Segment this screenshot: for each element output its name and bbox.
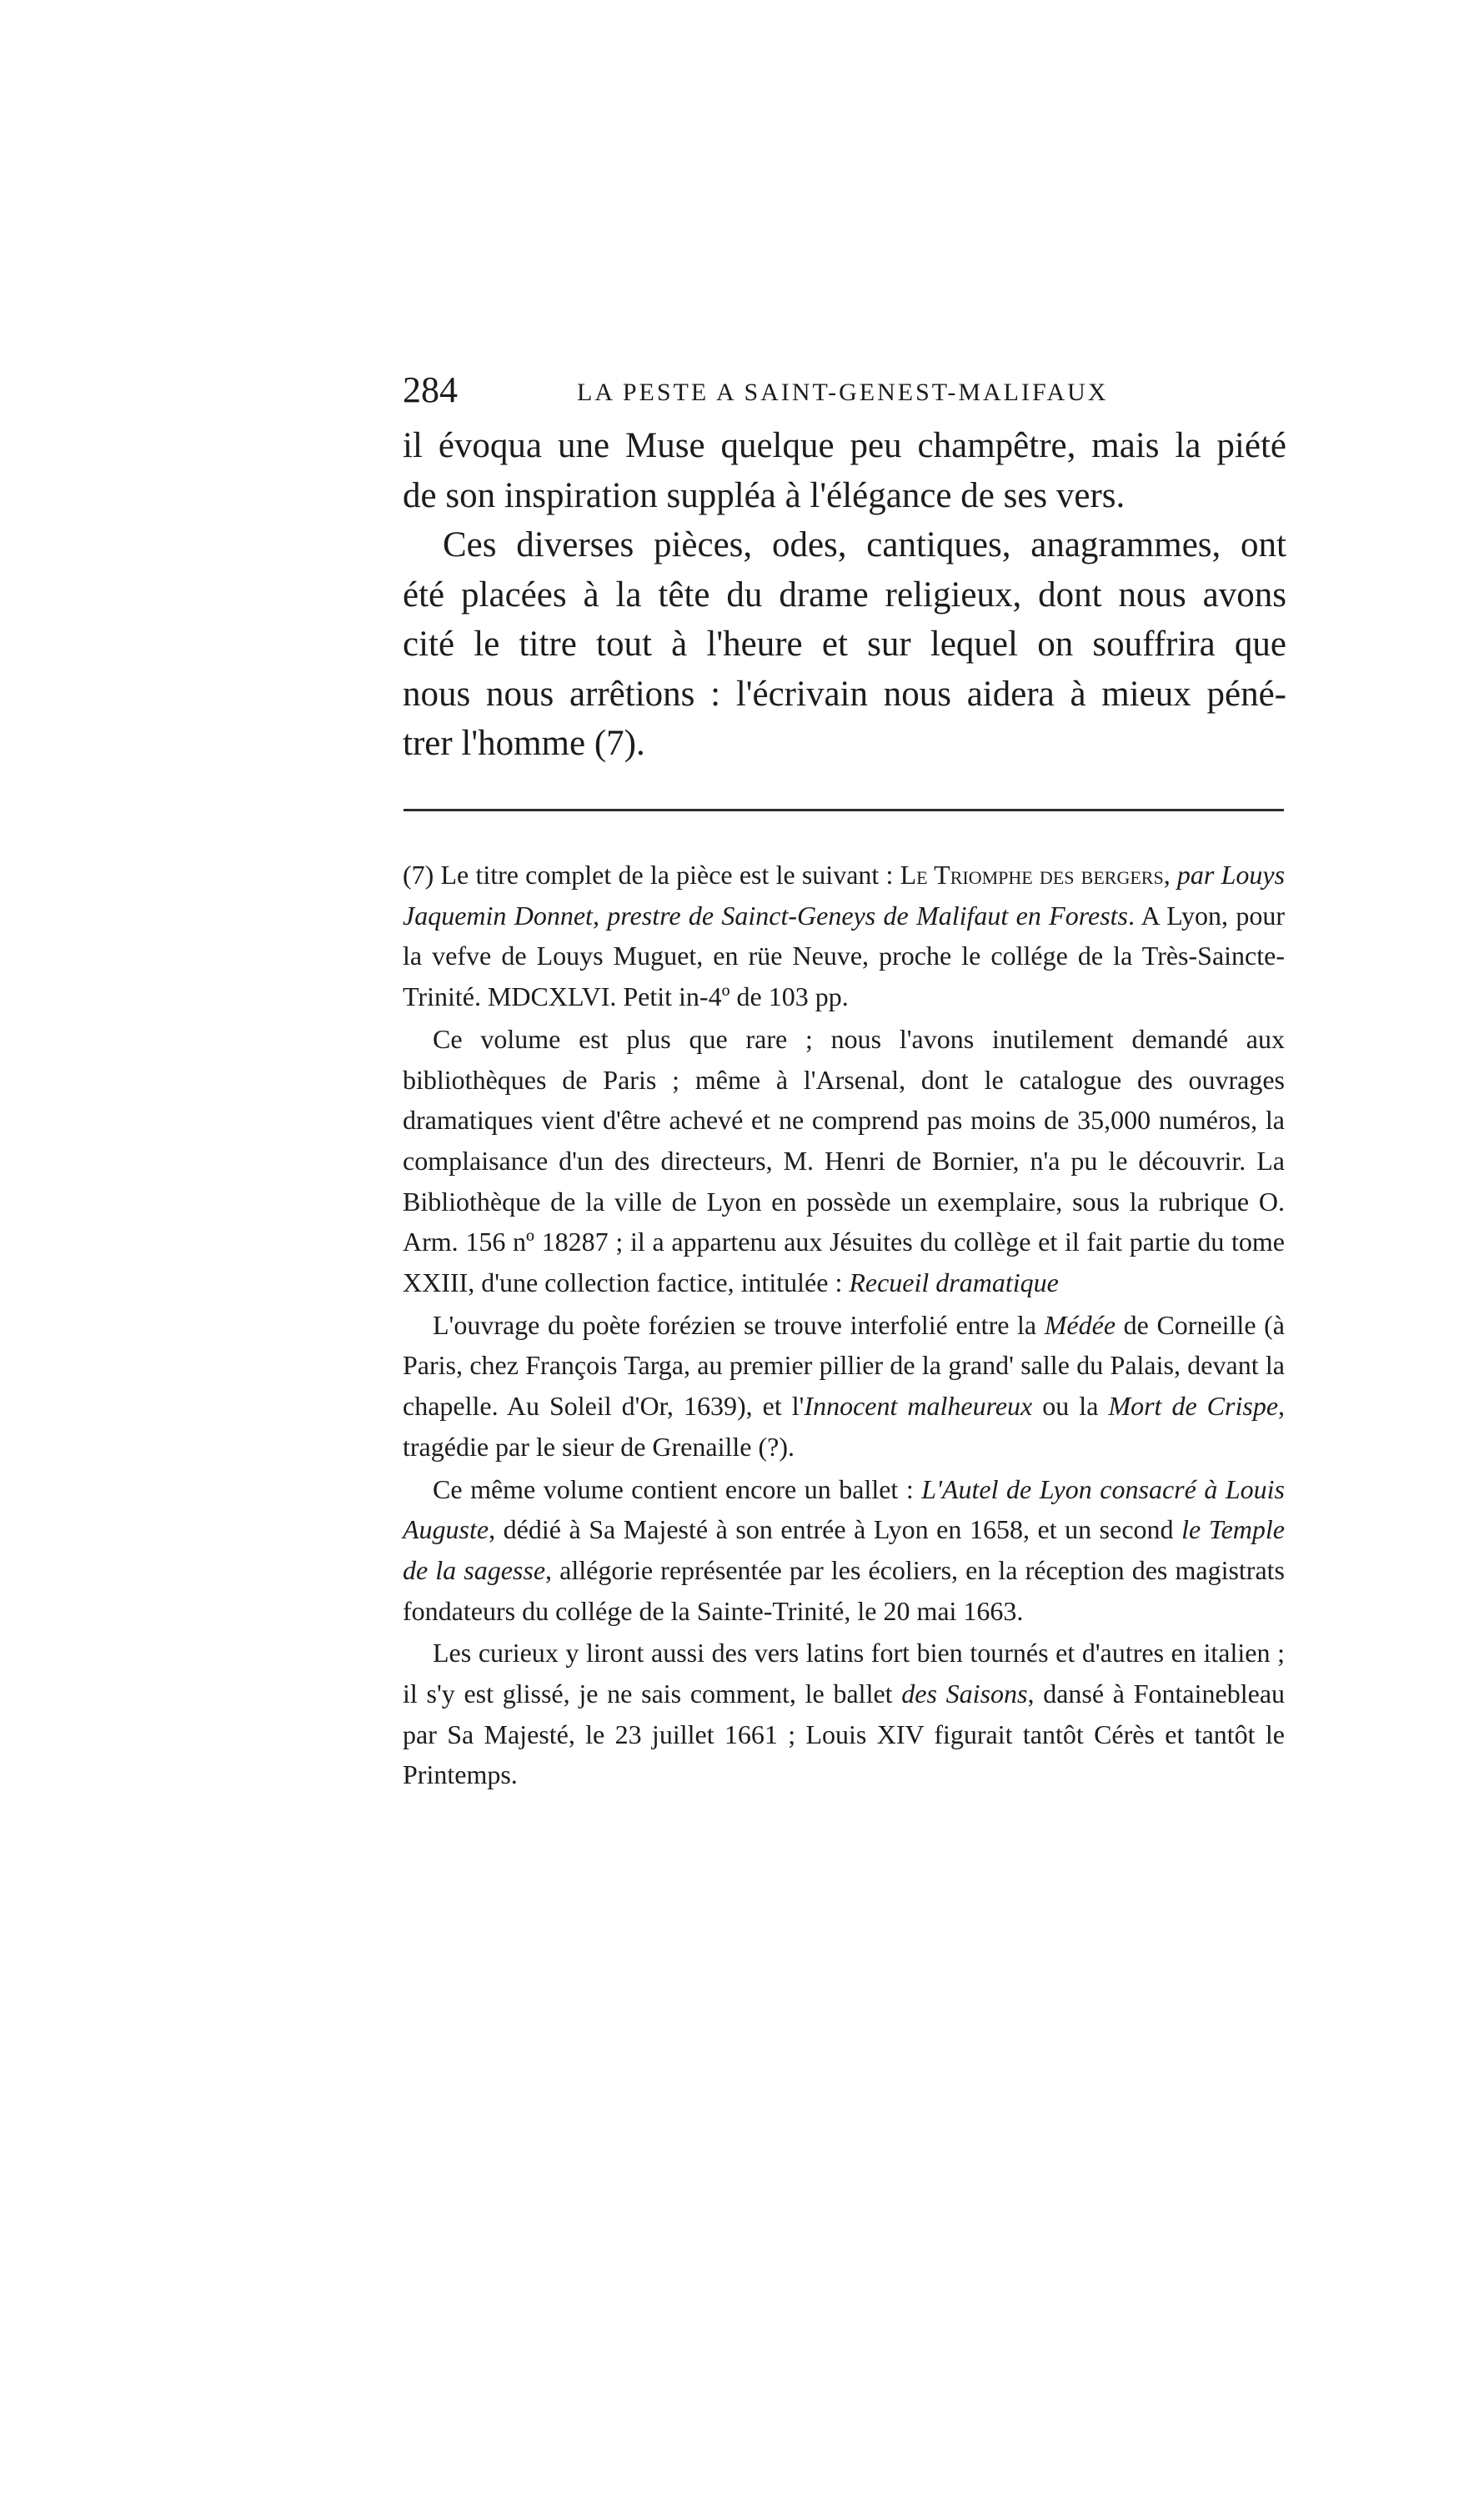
footnote-paragraph — [403, 1019, 1285, 1303]
footnote-italic-text: le Temple de la sagesse — [403, 1514, 1286, 1585]
footnote-italic-text: L'Autel de Lyon consacré à Louis Auguste — [403, 1473, 1286, 1545]
footnote-separator-rule — [404, 809, 1284, 811]
body-line: Ces diverses pièces, odes, cantiques, anagrammes, ont — [443, 525, 1286, 565]
footnotes — [403, 855, 1285, 1797]
page-number: 284 — [403, 369, 458, 410]
footnote-italic-text: des Saisons — [901, 1679, 1028, 1709]
footnote-text: , tragédie par le sieur de Grenaille (?). — [403, 1391, 1286, 1462]
body-text — [403, 421, 1286, 769]
footnote-paragraph — [403, 855, 1285, 1017]
body-line: été placées à la tête du drame religieux, dont nous avons — [403, 575, 1286, 615]
footnote-text: , dansé à Fontainebleau par Sa Majesté, le 23 juillet 1661 ; Louis XIV figurait tantôt Cérès et tantôt le Printemps. — [403, 1679, 1286, 1790]
footnote-text: Les curieux y liront aussi des vers latins fort bien tournés et d'autres en italien ; il s'y est glissé, je ne sais comment, le ballet — [403, 1638, 1285, 1709]
book-title: Le Triomphe des bergers — [900, 860, 1164, 890]
body-line: il évoqua une Muse quelque peu champêtre, mais la piété — [403, 426, 1286, 465]
footnote-text: Ce volume est plus que rare ; nous l'avons inutilement demandé aux bibliothèques de Paris ; même à l'Arsenal, dont le catalogue des ouvrages dramatiques vient d'être achevé et ne comprend pas moins de 35,000 numéros, la complaisance d'un des directeurs, M. Henri de Bornier, n'a pu le découvrir. La Bibliothèque de la ville de Lyon en possède un exemplaire, sous la rubrique O. Arm. 156 nº 18287 ; il a appartenu aux Jésuites du collège et il fait partie du tome XXIII, d'une collection factice, intitulée : — [403, 1023, 1285, 1298]
body-line: cité le titre tout à l'heure et sur lequel on souffrira que — [403, 625, 1286, 664]
footnote-italic-text: par Louys Jaquemin Donnet, prestre de Sainct-Geneys de Malifaut en Forests — [403, 860, 1286, 931]
footnote-italic-text: Recueil dramatique — [849, 1267, 1059, 1298]
footnote-paragraph — [403, 1305, 1285, 1468]
footnote-text: de Corneille (à Paris, chez François Targa, au premier pillier de la grand' salle du Palais, devant la chapelle. Au Soleil d'Or, 1639), et l' — [403, 1309, 1286, 1422]
footnote-paragraph — [403, 1633, 1285, 1795]
footnote-text: ou la — [1032, 1391, 1109, 1422]
footnote-text: , allégorie représentée par les écoliers, en la réception des magistrats fondateurs du collége de la Sainte-Trinité, le 20 mai 1663. — [403, 1554, 1286, 1626]
footnote-italic-text: Médée — [1044, 1309, 1116, 1340]
footnote-text: Ce même volume contient encore un ballet : — [433, 1473, 922, 1504]
running-title: LA PESTE A SAINT-GENEST-MALIFAUX — [577, 379, 1109, 406]
footnote-text: . A Lyon, pour la vefve de Louys Muguet, en rüe Neuve, proche le collége de la Très-Saincte-Trinité. MDCXLVI. Petit in-4º de 103 pp. — [403, 900, 1286, 1012]
footnote-italic-text: Mort de Crispe — [1108, 1391, 1279, 1422]
body-line: de son inspiration suppléa à l'élégance de ses vers. — [403, 475, 1126, 515]
footnote-italic-text: Innocent malheureux — [804, 1391, 1033, 1422]
body-line: nous nous arrêtions : l'écrivain nous aidera à mieux péné- — [403, 674, 1286, 714]
running-head — [403, 365, 1282, 415]
body-line: trer l'homme (7). — [403, 724, 645, 763]
footnote-text: , — [1163, 860, 1177, 890]
footnote-text: L'ouvrage du poète forézien se trouve interfolié entre la — [433, 1309, 1045, 1340]
footnote-text: , dédié à Sa Majesté à son entrée à Lyon en 1658, et un second — [489, 1514, 1182, 1545]
footnote-paragraph — [403, 1469, 1285, 1632]
footnote-marker-text: (7) Le titre complet de la pièce est le suivant : — [403, 860, 900, 890]
